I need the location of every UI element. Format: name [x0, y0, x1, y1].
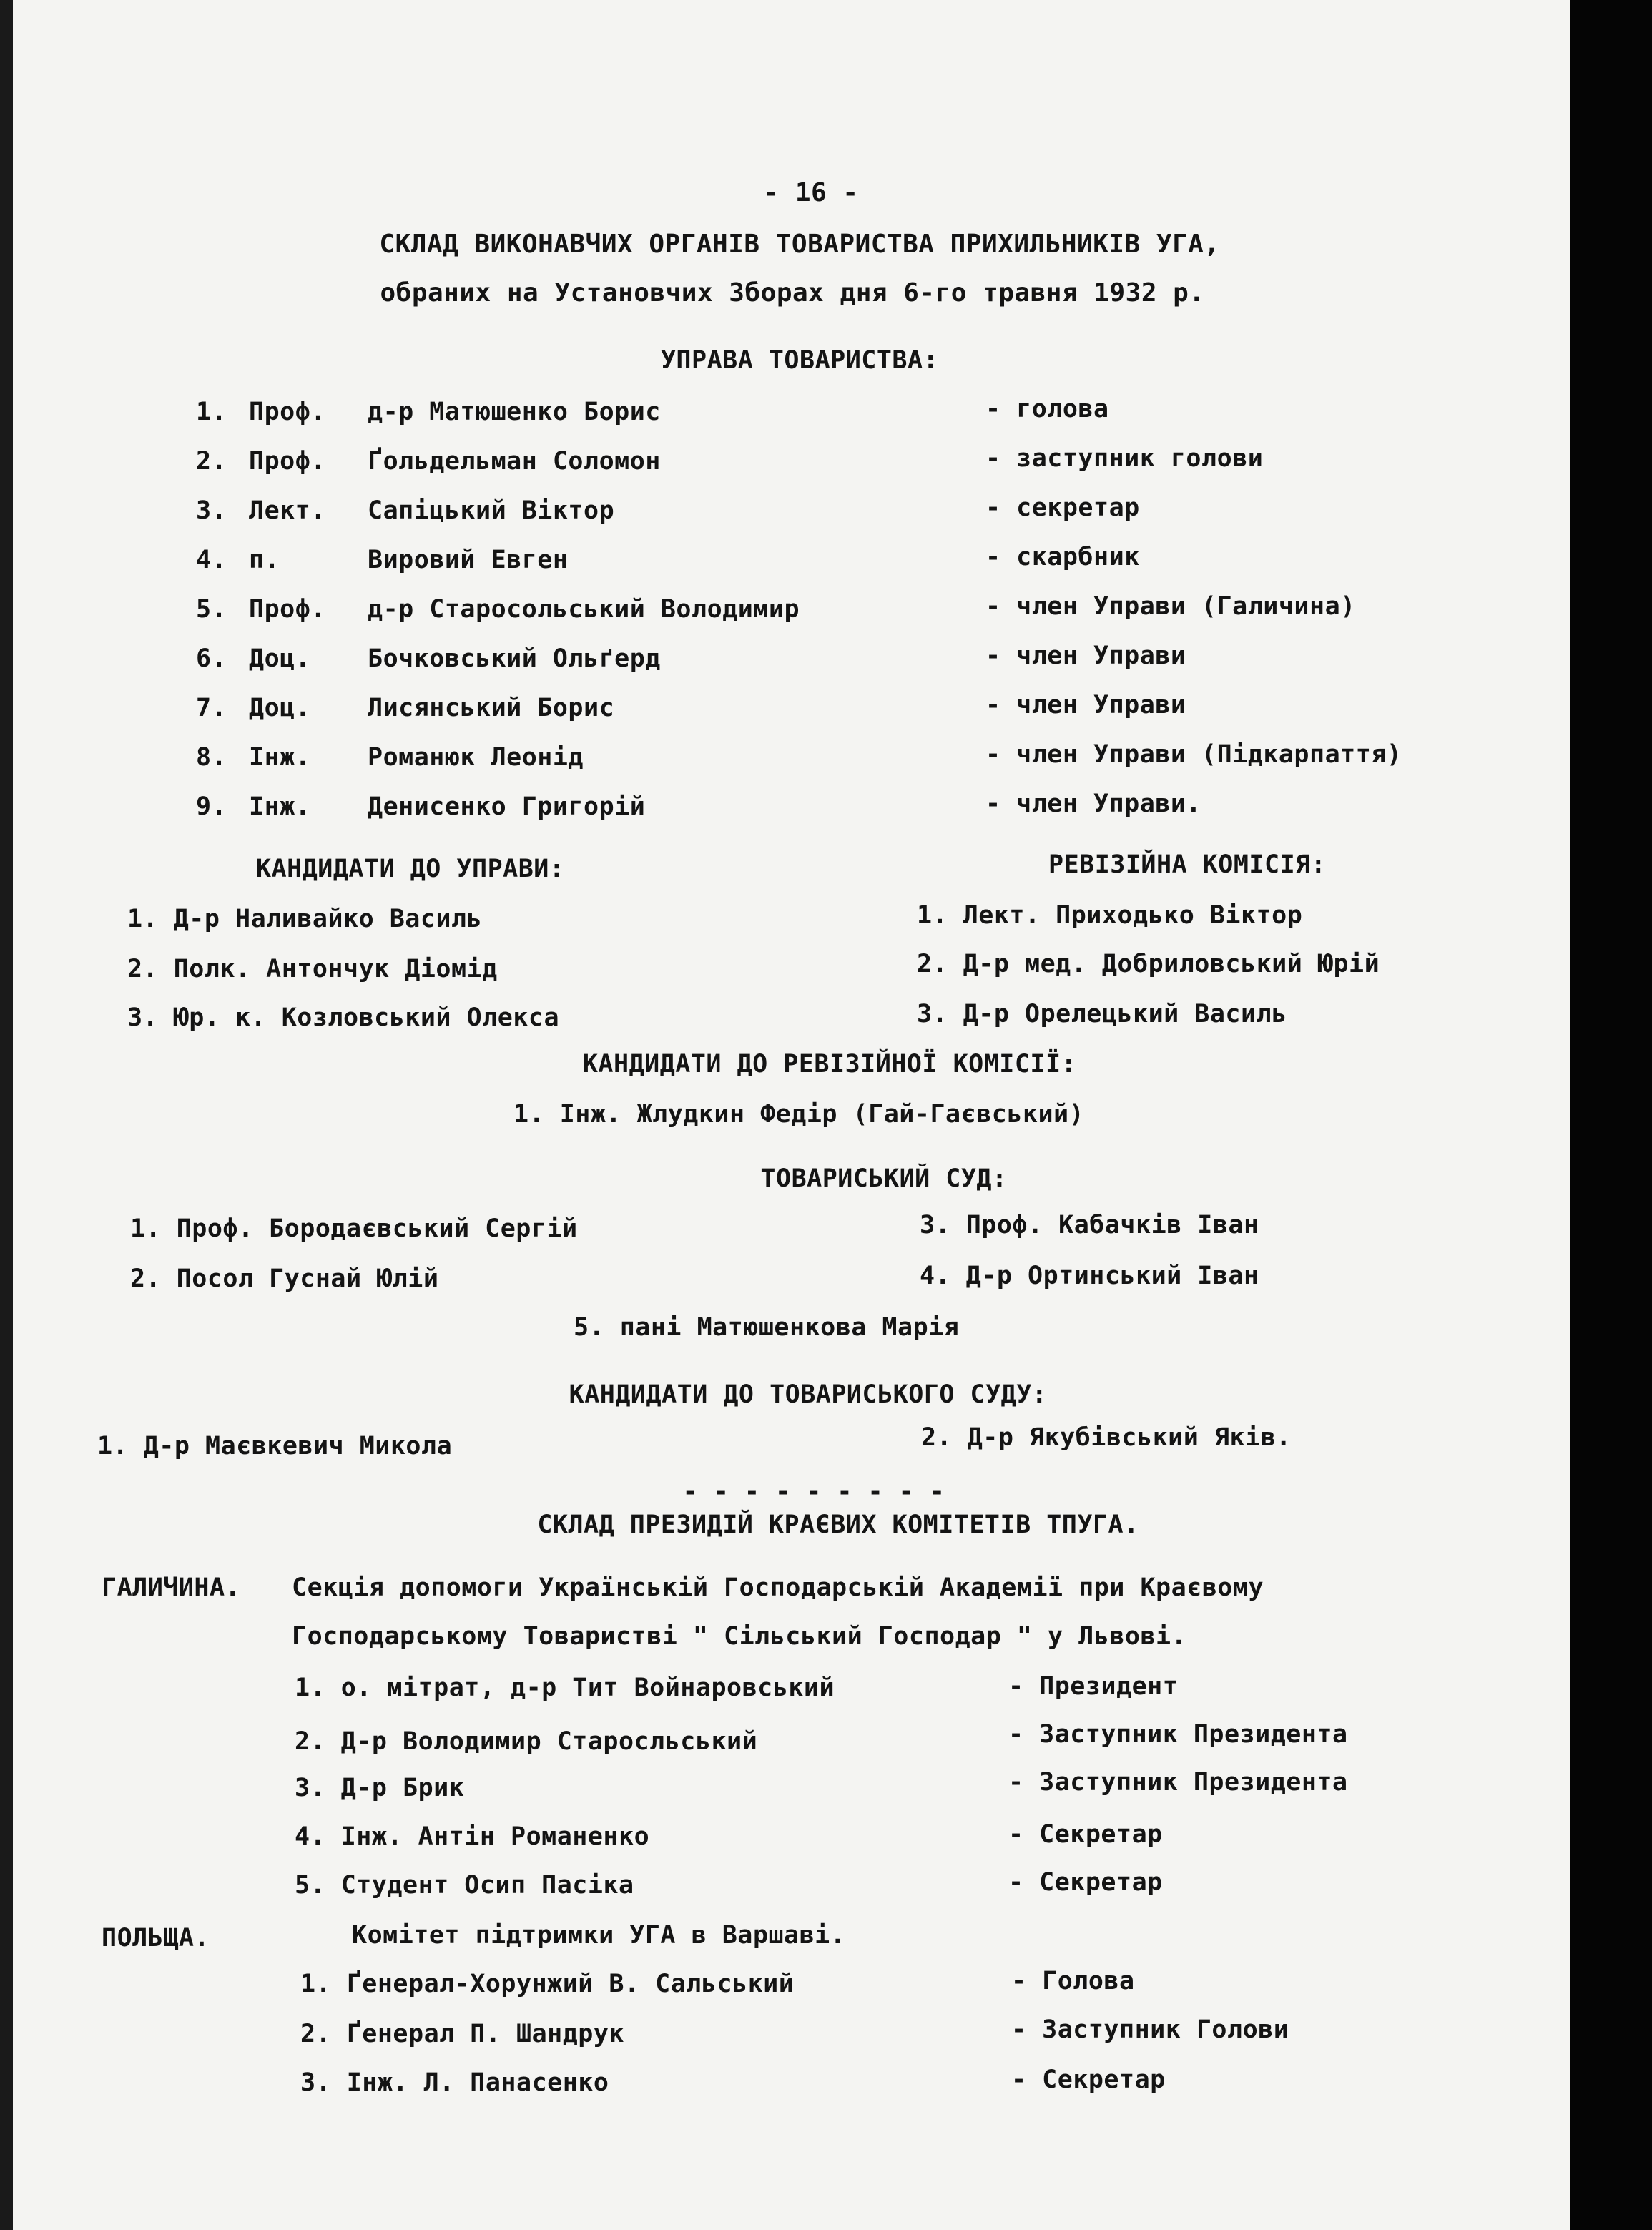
board-candidate: 1. Д-р Наливайко Василь [127, 905, 483, 933]
board-member-role: - заступник голови [985, 444, 1264, 473]
audit-candidates-heading: КАНДИДАТИ ДО РЕВІЗІЙНОЇ КОМІСІЇ: [582, 1050, 1077, 1079]
board-member-num: 8. [196, 743, 227, 772]
board-candidate: 2. Полк. Антончук Діомід [127, 955, 498, 983]
galicia-member-role: - Заступник Президента [1008, 1768, 1348, 1797]
board-candidates-heading: КАНДИДАТИ ДО УПРАВИ: [256, 855, 565, 883]
board-member-name: Романюк Леонід [368, 743, 584, 772]
board-member-num: 3. [196, 496, 227, 525]
galicia-member-name: 2. Д-р Володимир Старосльський [295, 1727, 758, 1756]
court-member: 3. Проф. Кабачків Іван [920, 1211, 1259, 1239]
board-member-role: - член Управи [985, 642, 1186, 670]
board-member-name: Вировий Евген [368, 546, 569, 574]
board-member-name: Ґольдельман Соломон [368, 447, 661, 476]
galicia-member-role: - Секретар [1008, 1868, 1163, 1897]
board-member-title: Проф. [249, 447, 326, 476]
poland-member-role: - Секретар [1011, 2066, 1166, 2094]
galicia-member-role: - Президент [1008, 1672, 1179, 1701]
board-member-title: Доц. [249, 644, 311, 673]
poland-member-role: - Голова [1011, 1967, 1135, 1995]
poland-description: Комітет підтримки УГА в Варшаві. [352, 1921, 846, 1950]
board-member-num: 2. [196, 447, 227, 476]
galicia-member-name: 1. о. мітрат, д-р Тит Войнаровський [295, 1674, 835, 1702]
board-member-role: - член Управи (Галичина) [985, 592, 1356, 621]
galicia-member-name: 4. Інж. Антін Романенко [295, 1822, 650, 1851]
board-member-num: 9. [196, 792, 227, 821]
galicia-member-name: 3. Д-р Брик [295, 1774, 465, 1802]
board-member-role: - член Управи (Підкарпаття) [985, 740, 1402, 769]
galicia-member-role: - Секретар [1008, 1820, 1163, 1849]
board-member-title: Доц. [249, 694, 311, 722]
board-candidate: 3. Юр. к. Козловський Олекса [127, 1003, 560, 1032]
scan-border-left [0, 0, 13, 2230]
audit-heading: РЕВІЗІЙНА КОМІСІЯ: [1048, 850, 1327, 879]
court-member: 4. Д-р Ортинський Іван [920, 1262, 1259, 1290]
board-member-name: Лисянський Борис [368, 694, 615, 722]
presidium-heading: СКЛАД ПРЕЗИДІЙ КРАЄВИХ КОМІТЕТІВ ТПУГА. [537, 1511, 1139, 1539]
court-candidates-heading: КАНДИДАТИ ДО ТОВАРИСЬКОГО СУДУ: [569, 1380, 1048, 1409]
board-member-role: - член Управи [985, 691, 1186, 719]
audit-member: 3. Д-р Орелецький Василь [917, 1000, 1287, 1028]
board-member-role: - голова [985, 395, 1109, 423]
board-member-title: п. [249, 546, 280, 574]
board-member-num: 6. [196, 644, 227, 673]
court-member: 5. пані Матюшенкова Марія [574, 1313, 960, 1342]
board-member-name: Денисенко Григорій [368, 792, 646, 821]
board-member-role: - скарбник [985, 543, 1140, 571]
scan-border-right [1570, 0, 1652, 2230]
board-member-num: 5. [196, 595, 227, 624]
poland-member-role: - Заступник Голови [1011, 2015, 1289, 2044]
board-member-num: 4. [196, 546, 227, 574]
board-member-title: Проф. [249, 398, 326, 426]
poland-member-name: 1. Ґенерал-Хорунжий В. Сальський [300, 1970, 795, 1998]
board-member-num: 1. [196, 398, 227, 426]
court-heading: ТОВАРИСЬКИЙ СУД: [760, 1164, 1008, 1193]
board-member-name: Бочковський Ольґерд [368, 644, 661, 673]
board-member-title: Інж. [249, 792, 311, 821]
court-candidate: 1. Д-р Маєвкевич Микола [97, 1432, 453, 1460]
board-member-title: Лект. [249, 496, 326, 525]
audit-member: 2. Д-р мед. Добриловський Юрій [917, 950, 1380, 978]
board-member-name: Сапіцький Віктор [368, 496, 615, 525]
board-member-role: - секретар [985, 493, 1140, 522]
board-member-name: д-р Старосольський Володимир [368, 595, 800, 624]
galicia-label: ГАЛИЧИНА. [102, 1573, 241, 1602]
court-member: 2. Посол Гуснай Юлій [130, 1264, 439, 1293]
title-line-2: обраних на Установчих Зборах дня 6-го травня 1932 р. [380, 278, 1205, 308]
galicia-member-name: 5. Студент Осип Пасіка [295, 1871, 634, 1900]
title-line-1: СКЛАД ВИКОНАВЧИХ ОРГАНІВ ТОВАРИСТВА ПРИХИЛЬНИКІВ УГА, [379, 230, 1220, 259]
board-heading: УПРАВА ТОВАРИСТВА: [660, 346, 939, 375]
galicia-description: Секція допомоги Українській Господарській Академії при Краєвому [292, 1573, 1264, 1602]
board-member-title: Інж. [249, 743, 311, 772]
board-member-name: д-р Матюшенко Борис [368, 398, 661, 426]
board-member-num: 7. [196, 694, 227, 722]
galicia-member-role: - Заступник Президента [1008, 1720, 1348, 1749]
page-number: - 16 - [763, 178, 859, 207]
poland-member-name: 3. Інж. Л. Панасенко [300, 2068, 609, 2097]
court-candidate: 2. Д-р Якубівський Яків. [921, 1423, 1292, 1452]
board-member-role: - член Управи. [985, 790, 1202, 818]
board-member-title: Проф. [249, 595, 326, 624]
court-member: 1. Проф. Бородаєвський Сергій [130, 1214, 578, 1243]
poland-member-name: 2. Ґенерал П. Шандрук [300, 2020, 625, 2048]
audit-candidate: 1. Інж. Жлудкин Федір (Гай-Гаєвський) [513, 1100, 1085, 1129]
galicia-description: Господарському Товаристві " Сільський Господар " у Львові. [292, 1622, 1187, 1651]
poland-label: ПОЛЬЩА. [102, 1924, 210, 1953]
section-separator: - - - - - - - - - [682, 1478, 945, 1506]
audit-member: 1. Лект. Приходько Віктор [917, 901, 1303, 930]
